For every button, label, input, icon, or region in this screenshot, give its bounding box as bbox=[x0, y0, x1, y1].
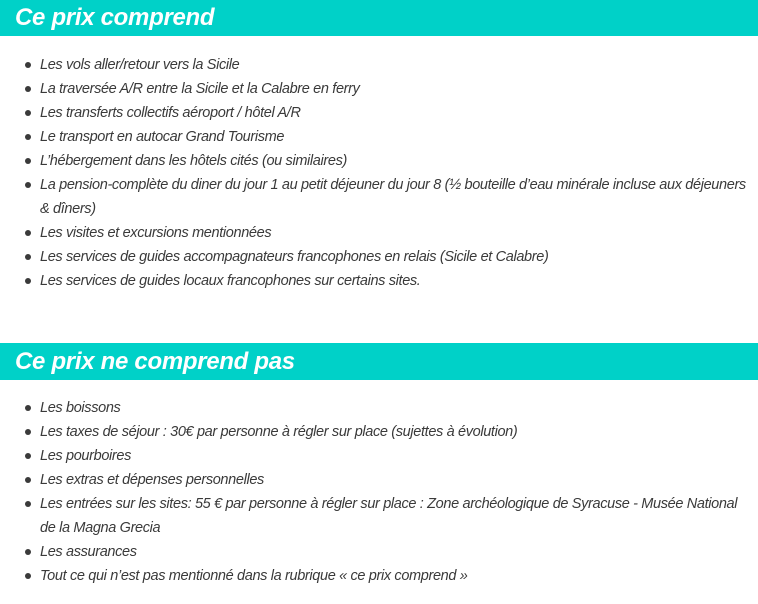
list-item bbox=[0, 221, 758, 245]
bullet-icon bbox=[25, 453, 31, 459]
list-item-text: La pension-complète du diner du jour 1 au petit déjeuner du jour 8 (½ bouteille d’eau minérale incluse aux déjeuners & dîners) bbox=[40, 177, 746, 217]
bullet-icon bbox=[25, 573, 31, 579]
list-item bbox=[0, 53, 758, 77]
list-item-text: Les services de guides locaux francophones sur certains sites. bbox=[40, 273, 421, 289]
list-item bbox=[0, 101, 758, 125]
bullet-icon bbox=[25, 134, 31, 140]
section-header-excluded: Ce prix ne comprend pas bbox=[0, 343, 758, 380]
list-item-text: Les extras et dépenses personnelles bbox=[40, 472, 264, 488]
bullet-icon bbox=[25, 254, 31, 260]
bullet-icon bbox=[25, 86, 31, 92]
excluded-list bbox=[0, 396, 758, 588]
bullet-icon bbox=[25, 501, 31, 507]
list-item bbox=[0, 468, 758, 492]
list-item bbox=[0, 77, 758, 101]
list-item-text: Les taxes de séjour : 30€ par personne à régler sur place (sujettes à évolution) bbox=[40, 424, 518, 440]
included-list bbox=[0, 53, 758, 293]
list-item-text: Les transferts collectifs aéroport / hôtel A/R bbox=[40, 105, 301, 121]
list-item-text: L’hébergement dans les hôtels cités (ou similaires) bbox=[40, 153, 347, 169]
list-item-text: Les pourboires bbox=[40, 448, 132, 464]
list-item bbox=[0, 564, 758, 588]
list-item-text: Les boissons bbox=[40, 400, 121, 416]
bullet-icon bbox=[25, 158, 31, 164]
list-item bbox=[0, 492, 758, 540]
list-item bbox=[0, 269, 758, 293]
bullet-icon bbox=[25, 549, 31, 555]
list-item-text: Le transport en autocar Grand Tourisme bbox=[40, 129, 285, 145]
list-item-text: Les assurances bbox=[40, 544, 137, 560]
list-item-text: Les visites et excursions mentionnées bbox=[40, 225, 272, 241]
bullet-icon bbox=[25, 429, 31, 435]
bullet-icon bbox=[25, 405, 31, 411]
bullet-icon bbox=[25, 182, 31, 188]
list-item-text: Tout ce qui n’est pas mentionné dans la rubrique « ce prix comprend » bbox=[40, 568, 468, 584]
list-item-text: Les services de guides accompagnateurs francophones en relais (Sicile et Calabre) bbox=[40, 249, 549, 265]
list-item bbox=[0, 540, 758, 564]
list-item bbox=[0, 396, 758, 420]
bullet-icon bbox=[25, 477, 31, 483]
bullet-icon bbox=[25, 110, 31, 116]
bullet-icon bbox=[25, 278, 31, 284]
bullet-icon bbox=[25, 230, 31, 236]
list-item bbox=[0, 245, 758, 269]
list-item bbox=[0, 420, 758, 444]
bullet-icon bbox=[25, 62, 31, 68]
list-item bbox=[0, 125, 758, 149]
section-header-included: Ce prix comprend bbox=[0, 0, 758, 36]
list-item-text: Les vols aller/retour vers la Sicile bbox=[40, 57, 240, 73]
list-item bbox=[0, 173, 758, 221]
list-item-text: La traversée A/R entre la Sicile et la Calabre en ferry bbox=[40, 81, 360, 97]
list-item-text: Les entrées sur les sites: 55 € par personne à régler sur place : Zone archéologique de Syracuse - Musée National de la Magna Grecia bbox=[40, 496, 738, 536]
list-item bbox=[0, 149, 758, 173]
list-item bbox=[0, 444, 758, 468]
